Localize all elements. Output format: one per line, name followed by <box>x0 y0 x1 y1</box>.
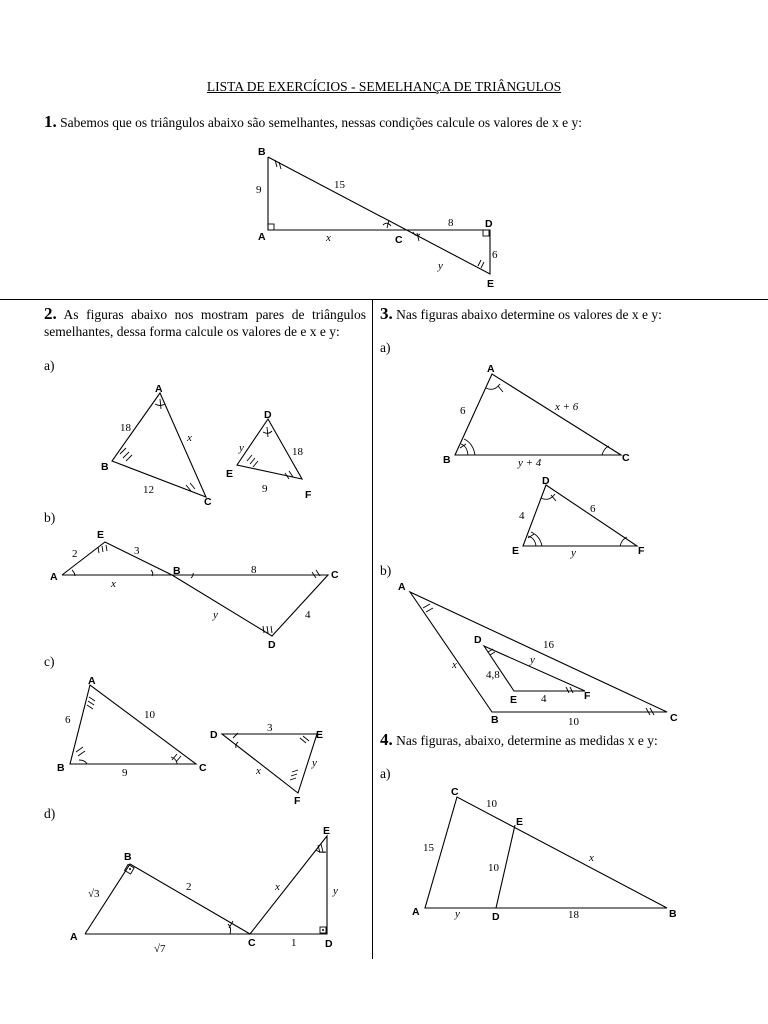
q2c-side-ac: 10 <box>144 709 155 721</box>
q2c-vertex-d: D <box>210 729 218 741</box>
q3-part-a: a) <box>380 340 391 355</box>
q3a-vertex-b: B <box>443 454 451 466</box>
q2c-vertex-f: F <box>294 795 301 807</box>
figure-q2a <box>0 375 360 508</box>
q1-side-bc: 15 <box>334 179 345 191</box>
q3b-side-ac: 16 <box>543 639 554 651</box>
q2a-side-df: 18 <box>292 446 303 458</box>
q3a-side-ac: x + 6 <box>555 401 579 413</box>
q2c-side-ef: y <box>312 757 317 769</box>
q2c-vertex-a: A <box>88 675 96 687</box>
q2b-vertex-d: D <box>268 639 276 651</box>
figure-q2d <box>0 820 360 960</box>
q2c-vertex-e: E <box>316 729 324 741</box>
q2a-vertex-e: E <box>226 468 234 480</box>
q2b-side-cd: 4 <box>305 609 311 621</box>
question-2-number: 2. <box>44 304 57 323</box>
question-3-text: Nas figuras abaixo determine os valores de x e y: <box>396 307 662 322</box>
q2a-side-bc: 12 <box>143 484 154 496</box>
q1-vertex-b: B <box>258 146 266 158</box>
q3b-vertex-c: C <box>670 712 678 724</box>
q2-part-b: b) <box>44 510 56 525</box>
page-title: LISTA DE EXERCÍCIOS - SEMELHANÇA DE TRIÂNGULOS <box>206 79 562 94</box>
q3b-vertex-f: F <box>584 690 591 702</box>
q2d-vertex-c: C <box>248 937 256 949</box>
q2-part-c: c) <box>44 654 55 669</box>
figure-q4a <box>380 780 760 930</box>
q2c-vertex-c: C <box>199 762 207 774</box>
figure-q2b <box>0 520 360 650</box>
q2a-vertex-b: B <box>101 461 109 473</box>
q2-part-d: d) <box>44 806 56 821</box>
q3a-vertex-d: D <box>542 475 550 487</box>
q4a-side-ac: 15 <box>423 842 434 854</box>
q2c-side-df: x <box>256 765 261 777</box>
q2a-vertex-c: C <box>204 496 212 508</box>
question-2 <box>44 305 366 340</box>
horizontal-divider <box>0 299 768 300</box>
q2a-vertex-a: A <box>155 383 163 395</box>
q2a-side-de: y <box>239 442 244 454</box>
q1-vertex-e: E <box>487 278 495 290</box>
question-4 <box>380 731 710 749</box>
q2b-side-bc: 8 <box>251 564 257 576</box>
q2c-side-bc: 9 <box>122 767 128 779</box>
question-2-text: As figuras abaixo nos mostram pares de triângulos semelhantes, dessa forma calcule os valores de e x e y: <box>44 307 366 339</box>
q3-part-b: b) <box>380 563 392 578</box>
figure-q3b <box>380 575 760 728</box>
q2b-side-bd: y <box>213 609 218 621</box>
q1-side-de: 6 <box>492 249 498 261</box>
q2c-side-de: 3 <box>267 722 273 734</box>
q2b-side-eb: 3 <box>134 545 140 557</box>
q3a-vertex-c: C <box>622 452 630 464</box>
q2b-side-ab: x <box>111 578 116 590</box>
q1-side-ac: x <box>326 232 331 244</box>
q4a-side-eb: x <box>589 852 594 864</box>
q2c-vertex-b: B <box>57 762 65 774</box>
q2d-side-ab: √3 <box>88 888 100 900</box>
q2d-vertex-a: A <box>70 931 78 943</box>
q4a-side-ad: y <box>455 908 460 920</box>
q1-side-ce: y <box>438 260 443 272</box>
q2b-vertex-e: E <box>97 529 105 541</box>
q2d-vertex-e: E <box>323 825 331 837</box>
q1-vertex-a: A <box>258 231 266 243</box>
question-1-number: 1. <box>44 112 57 131</box>
q4-part-a: a) <box>380 766 391 781</box>
q2b-vertex-b: B <box>173 565 181 577</box>
q2d-side-cd: 1 <box>291 937 297 949</box>
q1-vertex-d: D <box>485 218 493 230</box>
q3b-side-ab: x <box>452 659 457 671</box>
q3a-vertex-a: A <box>487 363 495 375</box>
q2a-vertex-d: D <box>264 409 272 421</box>
q4a-vertex-a: A <box>412 906 420 918</box>
q4a-vertex-b: B <box>669 908 677 920</box>
q3b-side-de: 4,8 <box>486 669 500 681</box>
q2a-side-ac: x <box>187 432 192 444</box>
q3b-side-bc: 10 <box>568 716 579 728</box>
q2d-side-ac: √7 <box>154 943 166 955</box>
q2d-side-bc: 2 <box>186 881 192 893</box>
q4a-vertex-e: E <box>516 816 524 828</box>
q3b-side-ef: 4 <box>541 693 547 705</box>
q2b-side-ae: 2 <box>72 548 78 560</box>
q1-side-ab: 9 <box>256 184 262 196</box>
q3a-side-ab: 6 <box>460 405 466 417</box>
q3b-vertex-e: E <box>510 694 518 706</box>
q3b-vertex-a: A <box>398 581 406 593</box>
q4a-side-db: 18 <box>568 909 579 921</box>
q4a-side-ce: 10 <box>486 798 497 810</box>
q3a-side-df: 6 <box>590 503 596 515</box>
q2b-vertex-a: A <box>50 571 58 583</box>
q3b-vertex-d: D <box>474 634 482 646</box>
q3b-vertex-b: B <box>491 714 499 726</box>
q2a-side-ef: 9 <box>262 483 268 495</box>
q2d-vertex-b: B <box>124 851 132 863</box>
figure-q2c <box>0 670 360 807</box>
q4a-vertex-c: C <box>451 786 459 798</box>
q2d-side-ce: x <box>275 881 280 893</box>
q3a-vertex-f: F <box>638 545 645 557</box>
q2c-side-ab: 6 <box>65 714 71 726</box>
figure-q1 <box>0 0 768 300</box>
question-4-number: 4. <box>380 730 393 749</box>
q2d-side-de: y <box>333 885 338 897</box>
vertical-divider <box>372 299 373 959</box>
q3a-side-ef: y <box>571 547 576 559</box>
question-1-text: Sabemos que os triângulos abaixo são semelhantes, nessas condições calcule os valores de x e y: <box>60 115 582 130</box>
q2b-vertex-c: C <box>331 569 339 581</box>
q1-side-cd: 8 <box>448 217 454 229</box>
q4a-side-de: 10 <box>488 862 499 874</box>
q1-vertex-c: C <box>395 234 403 246</box>
q3a-side-bc: y + 4 <box>518 457 542 469</box>
q2a-side-ab: 18 <box>120 422 131 434</box>
q2a-vertex-f: F <box>305 489 312 501</box>
q4a-vertex-d: D <box>492 911 500 923</box>
figure-q3a <box>380 360 760 560</box>
q2-part-a: a) <box>44 358 55 373</box>
q3a-vertex-e: E <box>512 545 520 557</box>
q3a-side-de: 4 <box>519 510 525 522</box>
q2d-vertex-d: D <box>325 938 333 950</box>
question-3-number: 3. <box>380 304 393 323</box>
question-3 <box>380 305 700 323</box>
q3b-side-df: y <box>530 654 535 666</box>
question-4-text: Nas figuras, abaixo, determine as medidas x e y: <box>396 733 658 748</box>
